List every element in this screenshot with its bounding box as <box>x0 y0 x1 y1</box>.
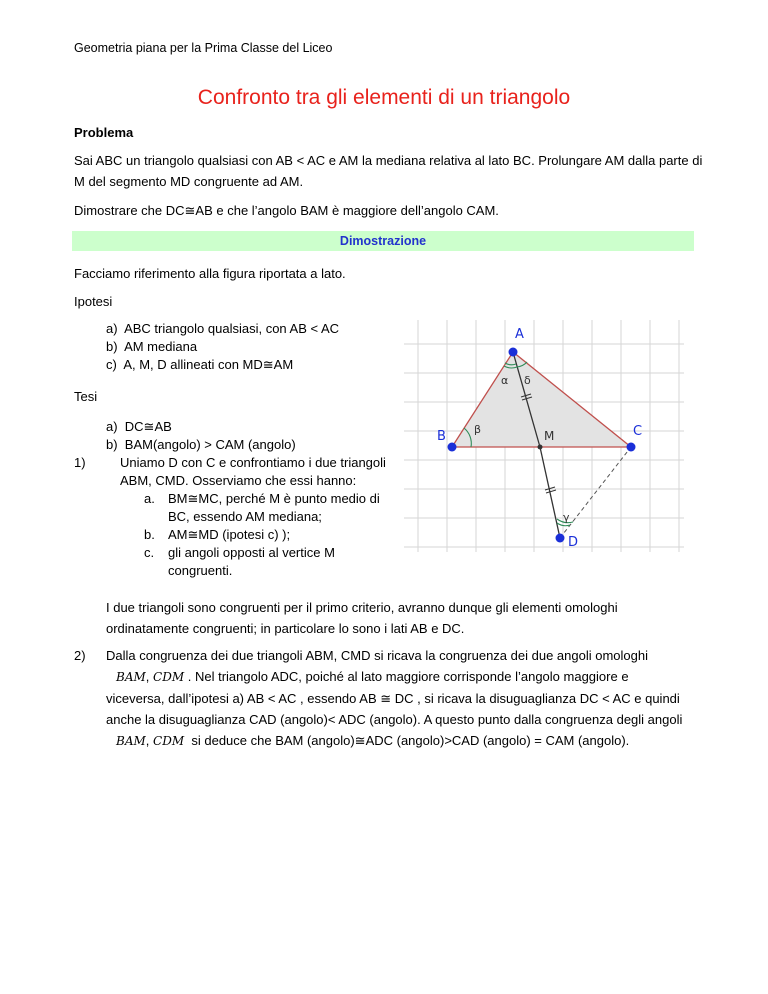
page-title: Confronto tra gli elementi di un triangolo <box>197 86 571 109</box>
step2-text: si deduce che BAM (angolo)≅ADC (angolo)>CAD (angolo) = CAM (angolo). <box>191 733 630 748</box>
point-d <box>556 534 565 543</box>
angle-bam-symbol: BAM <box>116 734 146 748</box>
hypothesis-label: Ipotesi <box>74 294 113 309</box>
step2-text: anche la disuguaglianza CAD (angolo)< ADC (angolo). A questo punto dalla congruenza degli angoli <box>106 712 683 727</box>
segment-md <box>540 447 560 538</box>
problem-text: Sai ABC un triangolo qualsiasi con AB < AC e AM la mediana relativa al lato BC. Prolungare AM dalla parte di M del segmento MD congruente ad AM. <box>74 153 703 189</box>
step2-text-line <box>116 733 629 749</box>
point-b <box>448 443 457 452</box>
hypothesis-item: b) AM mediana <box>106 339 198 354</box>
step1-sub-mark: a. <box>144 491 155 506</box>
point-m <box>538 445 543 450</box>
point-c <box>627 443 636 452</box>
label-a: A <box>515 327 524 342</box>
step2-text: Dalla congruenza dei due triangoli ABM, CMD si ricava la congruenza dei due angoli omologhi <box>106 648 648 663</box>
step1-sub-text: AM≅MD (ipotesi c) ); <box>168 527 291 542</box>
angle-cdm-symbol: CDM <box>153 734 185 748</box>
hypothesis-item: a) ABC triangolo qualsiasi, con AB < AC <box>106 321 340 336</box>
problem-task: Dimostrare che DC≅AB e che l’angolo BAM è maggiore dell’angolo CAM. <box>74 203 499 218</box>
label-delta: δ <box>524 374 531 387</box>
angle-bam-symbol: BAM <box>116 670 146 684</box>
step2-text: . Nel triangolo ADC, poiché al lato maggiore corrisponde l’angolo maggiore e <box>187 669 629 684</box>
step1-conclusion: I due triangoli sono congruenti per il primo criterio, avranno dunque gli elementi omologhi <box>106 600 618 615</box>
label-m: M <box>544 429 555 443</box>
step1-sub-text: BC, essendo AM mediana; <box>168 509 322 524</box>
step1-number: 1) <box>74 455 86 470</box>
intro-text: Facciamo riferimento alla figura riportata a lato. <box>74 266 346 281</box>
label-beta: β <box>474 423 482 436</box>
step1-text: Uniamo D con C e confrontiamo i due triangoli <box>120 455 386 470</box>
label-d: D <box>568 535 579 550</box>
step2-number: 2) <box>74 648 86 663</box>
thesis-label: Tesi <box>74 389 98 404</box>
thesis-item: b) BAM(angolo) > CAM (angolo) <box>106 437 296 452</box>
label-c: C <box>633 424 643 439</box>
triangle-figure <box>404 320 684 552</box>
step1-sub-mark: b. <box>144 527 155 542</box>
label-b: B <box>437 429 446 444</box>
thesis-item: a) DC≅AB <box>106 419 172 434</box>
page-header: Geometria piana per la Prima Classe del Liceo <box>74 41 333 55</box>
step1-sub-text: BM≅MC, perché M è punto medio di <box>168 491 380 506</box>
step2-text: viceversa, dall’ipotesi a) AB < AC , essendo AB ≅ DC , si ricava la disuguaglianza DC < AC e quindi <box>106 691 680 706</box>
step2-sep: , <box>145 669 150 684</box>
label-gamma: γ <box>563 511 570 524</box>
step2-sep: , <box>145 733 150 748</box>
label-alpha: α <box>501 374 509 387</box>
step2-text-line <box>116 669 629 684</box>
step1-sub-mark: c. <box>144 545 155 560</box>
step1-conclusion: ordinatamente congruenti; in particolare lo sono i lati AB e DC. <box>106 621 465 636</box>
hypothesis-item: c) A, M, D allineati con MD≅AM <box>106 357 294 372</box>
step1-sub-text: congruenti. <box>168 563 233 578</box>
point-a <box>509 348 518 357</box>
step1-sub-text: gli angoli opposti al vertice M <box>168 545 335 560</box>
problem-heading: Problema <box>74 125 134 140</box>
segment-dc <box>560 447 631 538</box>
step1-text: ABM, CMD. Osserviamo che essi hanno: <box>120 473 357 488</box>
demonstration-banner: Dimostrazione <box>72 231 694 251</box>
angle-cdm-symbol: CDM <box>153 670 185 684</box>
